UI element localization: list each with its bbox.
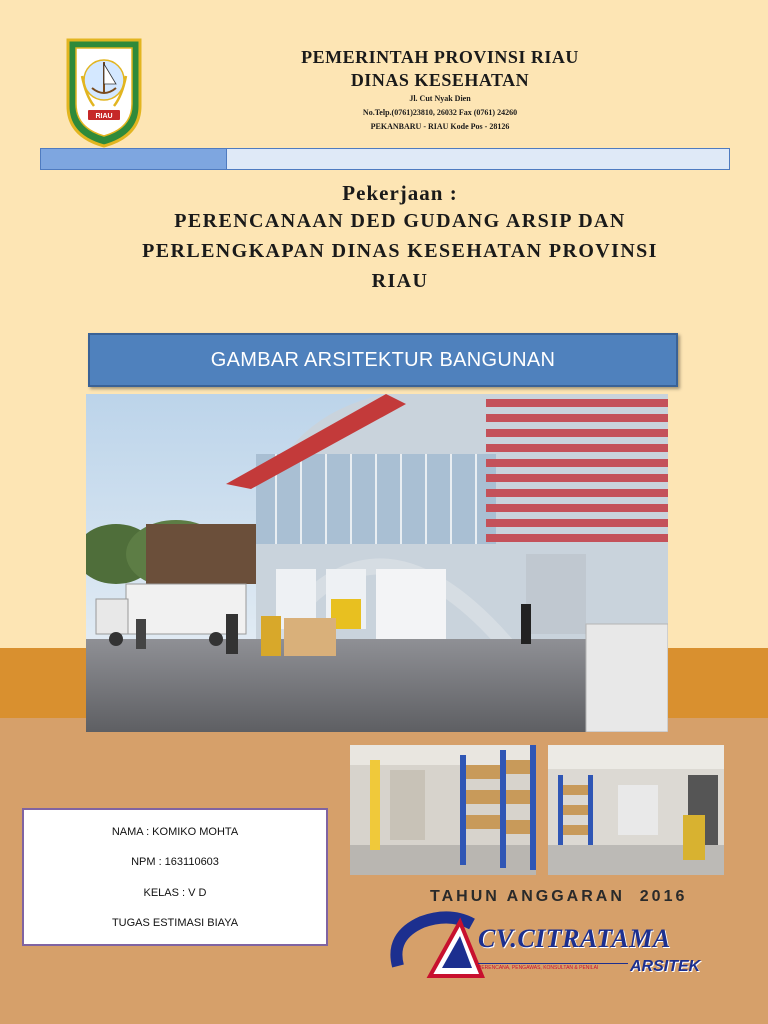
student-class: KELAS : V D (143, 887, 207, 899)
interior-render-image-2 (548, 745, 724, 875)
project-title-line1: PERENCANAAN DED GUDANG ARSIP DAN (174, 210, 626, 232)
letterhead (240, 46, 640, 134)
student-name: NAMA : KOMIKO MOHTA (111, 826, 239, 838)
section-banner: GAMBAR ARSITEKTUR BANGUNAN (88, 333, 678, 387)
project-title-line3: RIAU (371, 270, 429, 292)
company-name: CV.CITRATAMA (478, 924, 671, 953)
crest-text: RIAU (95, 113, 113, 120)
company-type: ARSITEK (630, 958, 701, 975)
assignment-title: TUGAS ESTIMASI BIAYA (111, 917, 239, 929)
project-title-line2: PERLENGKAPAN DINAS KESEHATAN PROVINSI (142, 240, 658, 262)
header-divider-bar (40, 148, 730, 170)
project-block (120, 180, 680, 296)
riau-crest-logo (64, 36, 144, 148)
department-name: DINAS KESEHATAN (350, 70, 530, 90)
student-npm: NPM : 163110603 (131, 856, 219, 868)
city-text: PEKANBARU - RIAU Kode Pos - 28126 (370, 122, 510, 131)
government-name: PEMERINTAH PROVINSI RIAU (301, 47, 579, 67)
header-divider-fill (41, 149, 227, 169)
student-info-box (22, 808, 328, 946)
interior-render-image-1 (350, 745, 536, 875)
company-tagline: PERENCANA, PENGAWAS, KONSULTAN & PENILAI (478, 963, 628, 974)
building-render-image (86, 394, 668, 732)
project-label: Pekerjaan : (342, 181, 458, 205)
budget-year: TAHUN ANGGARAN 2016 (430, 888, 688, 905)
phone-text: No.Telp.(0761)23810, 26032 Fax (0761) 24260 (362, 108, 518, 117)
address-text: Jl. Cut Nyak Dien (409, 94, 471, 103)
